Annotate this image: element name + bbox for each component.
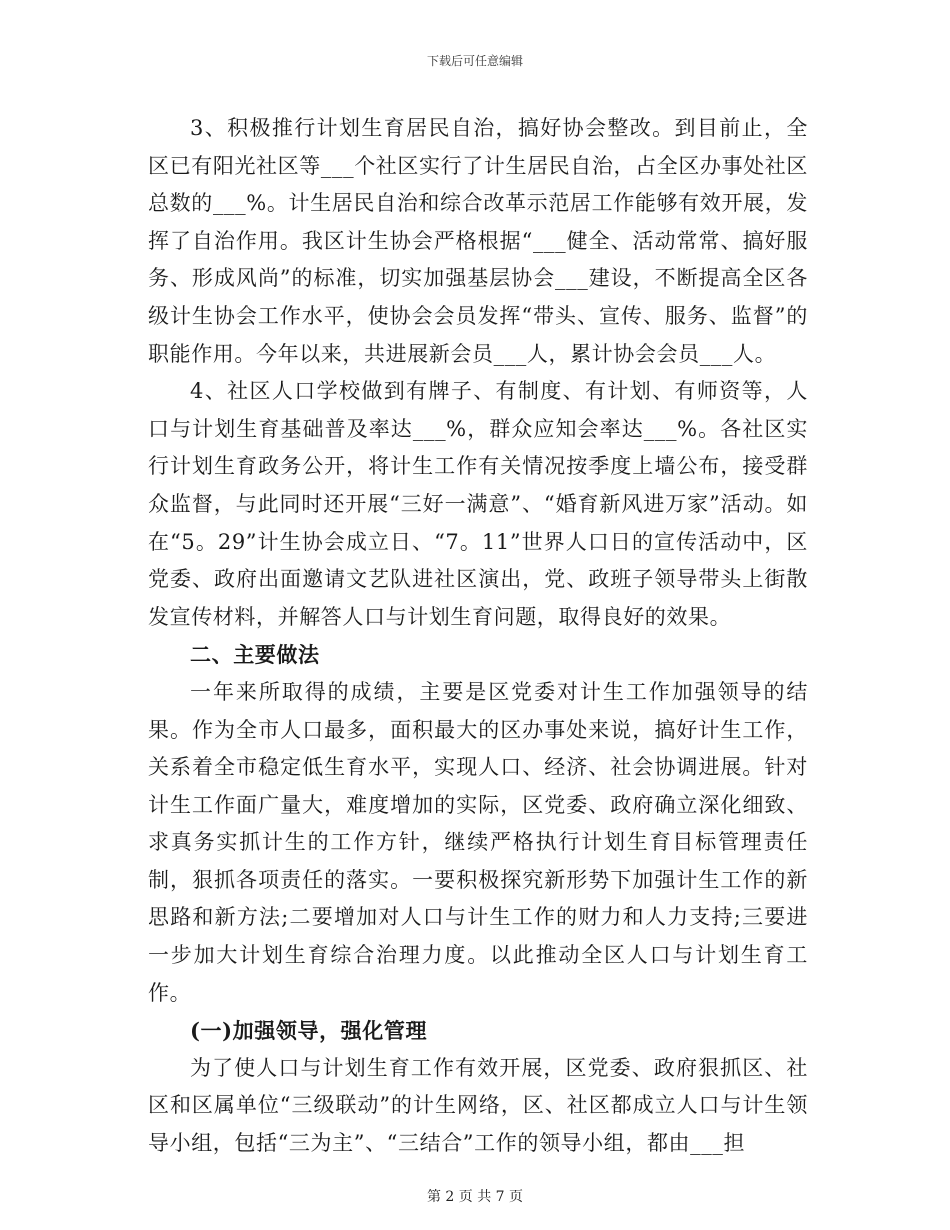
paragraph-self-governance: 3、积极推行计划生育居民自治，搞好协会整改。到目前止，全区已有阳光社区等___个社区实行了计生居民自治，占全区办事处社区总数的___%。计生居民自治和综合改革示范居工作能够有效开展，发挥了自治作用。我区计生协会严格根据“___健全、活动常常、搞好服务、形成风尚”的标准，切实加强基层协会___建设，不断提高全区各级计生协会工作水平，使协会会员发挥“带头、宣传、服务、监督”的职能作用。今年以来，共进展新会员___人，累计协会会员___人。 [148,116,808,366]
page-footer-page-number: 第 2 页 共 7 页 [426,1189,524,1205]
paragraph-achievements: 一年来所取得的成绩，主要是区党委对计生工作加强领导的结果。作为全市人口最多，面积最大的区办事处来说，搞好计生工作，关系着全市稳定低生育水平，实现人口、经济、社会协调进展。针对计生工作面广量大，难度增加的实际，区党委、政府确立深化细致、求真务实抓计生的工作方针，继续严格执行计划生育目标管理责任制，狠抓各项责任的落实。一要积极探究新形势下加强计生工作的新思路和新方法;二要增加对人口与计生工作的财力和人力支持;三要进一步加大计划生育综合治理力度。以此推动全区人口与计划生育工作。 [148,679,808,1005]
paragraph-population-school: 4、社区人口学校做到有牌子、有制度、有计划、有师资等，人口与计划生育基础普及率达___%，群众应知会率达___%。各社区实行计划生育政务公开，将计生工作有关情况按季度上墙公布，接受群众监督，与此同时还开展“三好一满意”、“婚育新风进万家”活动。如在“5。29”计生协会成立日、“7。11”世界人口日的宣传活动中，区党委、政府出面邀请文艺队进社区演出，党、政班子领导带头上街散发宣传材料，并解答人口与计划生育问题，取得良好的效果。 [148,379,808,629]
paragraph-leadership: 为了使人口与计划生育工作有效开展，区党委、政府狠抓区、社区和区属单位“三级联动”的计生网络，区、社区都成立人口与计生领导小组，包括“三为主”、“三结合”工作的领导小组，都由___担 [148,1055,808,1156]
page-header: 下载后可任意编辑 [426,54,523,68]
document-body [148,110,808,1163]
subsection-heading-leadership: (一)加强领导，强化管理 [190,1018,428,1044]
section-heading-main-practices: 二、主要做法 [190,642,320,668]
